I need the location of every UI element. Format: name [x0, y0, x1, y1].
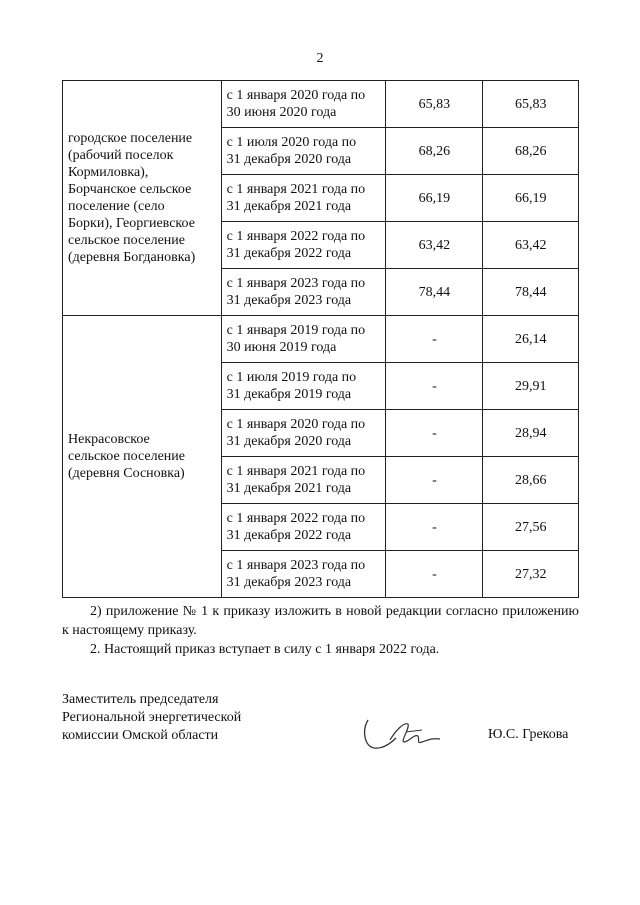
value-cell-second: 26,14	[482, 316, 578, 363]
settlement-line: Борки), Георгиевское	[68, 216, 195, 231]
period-line: с 1 января 2020 года по	[226, 88, 366, 103]
settlement-line: сельское поселение	[68, 449, 185, 464]
period-line: с 1 января 2020 года по	[226, 417, 366, 432]
value-cell-second: 78,44	[482, 269, 578, 316]
settlement-line: Кормиловка),	[68, 165, 149, 180]
value-cell-first: 68,26	[386, 128, 482, 175]
period-cell	[221, 457, 386, 504]
page-number: 2	[316, 51, 324, 66]
period-line: с 1 января 2023 года по	[226, 558, 366, 573]
value-cell-second: 65,83	[482, 81, 578, 128]
value-cell-first: 63,42	[386, 222, 482, 269]
period-line: 30 июня 2020 года	[226, 105, 337, 120]
value-cell-first: -	[386, 551, 482, 598]
period-line: 30 июня 2019 года	[226, 340, 337, 355]
paragraph-effective-date: 2. Настоящий приказ вступает в силу с 1 января 2022 года.	[90, 642, 440, 657]
value-cell-first: -	[386, 410, 482, 457]
table-row	[63, 81, 579, 128]
period-line: 31 декабря 2022 года	[226, 528, 352, 543]
table-row	[63, 316, 579, 363]
period-line: 31 декабря 2019 года	[226, 387, 352, 402]
signatory-title	[62, 691, 241, 745]
tariff-table	[62, 80, 579, 598]
value-cell-second: 29,91	[482, 363, 578, 410]
settlement-line: Борчанское сельское	[68, 182, 192, 197]
signatory-title-line: Заместитель председателя	[62, 692, 219, 707]
period-cell	[221, 269, 386, 316]
settlement-line: сельское поселение	[68, 233, 185, 248]
settlement-cell	[63, 81, 222, 316]
period-cell	[221, 410, 386, 457]
period-line: 31 декабря 2021 года	[226, 481, 352, 496]
period-line: 31 декабря 2020 года	[226, 434, 352, 449]
settlement-cell	[63, 316, 222, 598]
period-cell	[221, 128, 386, 175]
signatory-title-line: Региональной энергетической	[62, 710, 242, 725]
handwritten-signature	[360, 708, 450, 758]
period-line: с 1 июля 2020 года по	[226, 135, 357, 150]
value-cell-first: 66,19	[386, 175, 482, 222]
value-cell-first: 65,83	[386, 81, 482, 128]
signer-name: Ю.С. Грекова	[488, 727, 569, 742]
settlement-line: (деревня Богдановка)	[68, 250, 196, 265]
settlement-line: Некрасовское	[68, 432, 150, 447]
settlement-line: (деревня Сосновка)	[68, 466, 185, 481]
paragraph-amendment: 2) приложение № 1 к приказу изложить в новой редакции согласно приложению к настоящему приказу.	[62, 604, 579, 638]
period-line: 31 декабря 2020 года	[226, 152, 352, 167]
period-line: 31 декабря 2022 года	[226, 246, 352, 261]
signatory-title-line: комиссии Омской области	[62, 728, 219, 743]
period-cell	[221, 504, 386, 551]
settlement-line: городское поселение	[68, 131, 193, 146]
period-line: с 1 января 2022 года по	[226, 511, 366, 526]
value-cell-second: 28,66	[482, 457, 578, 504]
period-line: с 1 января 2021 года по	[226, 182, 366, 197]
period-line: с 1 января 2022 года по	[226, 229, 366, 244]
value-cell-first: 78,44	[386, 269, 482, 316]
period-line: с 1 января 2023 года по	[226, 276, 366, 291]
period-cell	[221, 363, 386, 410]
period-cell	[221, 175, 386, 222]
value-cell-first: -	[386, 316, 482, 363]
value-cell-first: -	[386, 504, 482, 551]
period-cell	[221, 316, 386, 363]
period-line: с 1 января 2021 года по	[226, 464, 366, 479]
period-cell	[221, 551, 386, 598]
settlement-line: поселение (село	[68, 199, 165, 214]
value-cell-second: 68,26	[482, 128, 578, 175]
settlement-line: (рабочий поселок	[68, 148, 174, 163]
value-cell-first: -	[386, 363, 482, 410]
period-line: с 1 июля 2019 года по	[226, 370, 357, 385]
value-cell-second: 63,42	[482, 222, 578, 269]
value-cell-second: 27,56	[482, 504, 578, 551]
period-line: 31 декабря 2023 года	[226, 575, 352, 590]
value-cell-first: -	[386, 457, 482, 504]
period-line: 31 декабря 2023 года	[226, 293, 352, 308]
value-cell-second: 66,19	[482, 175, 578, 222]
period-line: с 1 января 2019 года по	[226, 323, 366, 338]
period-line: 31 декабря 2021 года	[226, 199, 352, 214]
period-cell	[221, 81, 386, 128]
value-cell-second: 28,94	[482, 410, 578, 457]
value-cell-second: 27,32	[482, 551, 578, 598]
period-cell	[221, 222, 386, 269]
